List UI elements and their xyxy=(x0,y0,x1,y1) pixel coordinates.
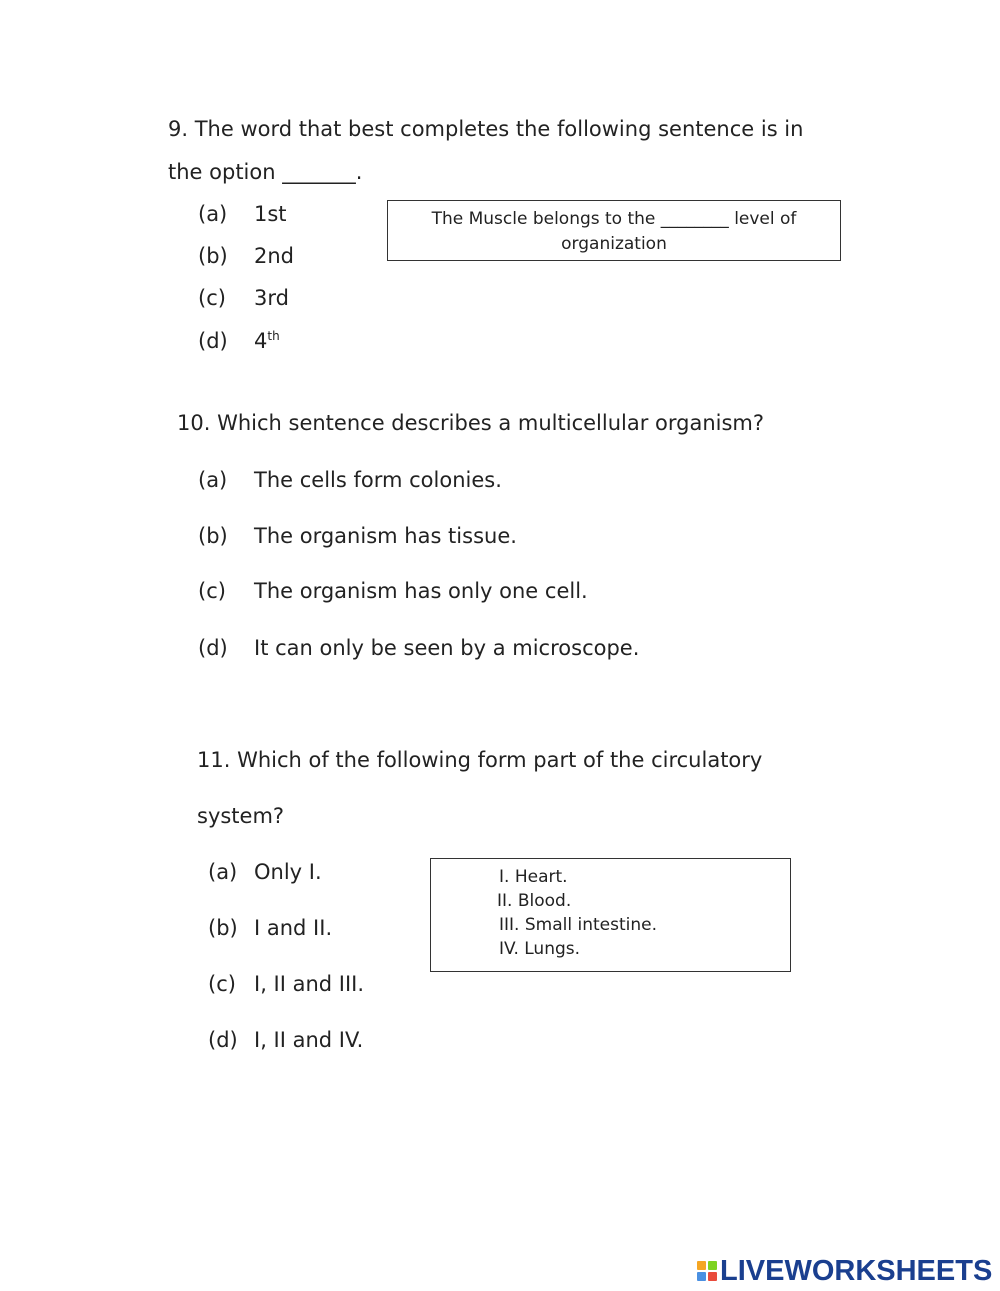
q11-option-c-text: I, II and III. xyxy=(254,972,365,996)
q11-option-b-letter: (b) xyxy=(208,916,238,940)
q9-box-line2: organization xyxy=(561,234,667,254)
liveworksheets-logo xyxy=(697,1256,992,1286)
q11-box-item-3: III. Small intestine. xyxy=(499,915,657,935)
q11-text-line1: 11. Which of the following form part of the circulatory xyxy=(197,748,763,772)
q10-option-b-text: The organism has tissue. xyxy=(254,524,517,548)
q11-list-box xyxy=(430,858,791,972)
q10-option-a-letter: (a) xyxy=(198,468,228,492)
q10-option-c-text: The organism has only one cell. xyxy=(254,579,588,603)
logo-square-1 xyxy=(697,1261,706,1270)
q9-sentence-box xyxy=(387,200,841,261)
q9-text-line1: 9. The word that best completes the following sentence is in xyxy=(168,117,804,141)
liveworksheets-logo-icon xyxy=(697,1261,717,1281)
q10-option-b-letter: (b) xyxy=(198,524,228,548)
q9-option-d xyxy=(254,329,280,353)
q11-option-d-text: I, II and IV. xyxy=(254,1028,364,1052)
logo-square-2 xyxy=(708,1261,717,1270)
q10-text: 10. Which sentence describes a multicellular organism? xyxy=(177,411,765,435)
q11-option-d-letter: (d) xyxy=(208,1028,238,1052)
q10-option-c-letter: (c) xyxy=(198,579,226,603)
q9-text-line2: the option _______. xyxy=(168,160,363,184)
q11-option-a-text: Only I. xyxy=(254,860,322,884)
q11-option-c-letter: (c) xyxy=(208,972,236,996)
q10-option-d-letter: (d) xyxy=(198,636,228,660)
q9-option-a-letter: (a) xyxy=(198,202,228,226)
q11-text-line2: system? xyxy=(197,804,285,828)
liveworksheets-brand-text: LIVEWORKSHEETS xyxy=(720,1254,993,1287)
logo-square-3 xyxy=(697,1272,706,1281)
q9-option-d-letter: (d) xyxy=(198,329,228,353)
q9-box-line1: The Muscle belongs to the ________ level of xyxy=(431,209,797,229)
q9-option-d-sup: th xyxy=(267,329,280,343)
logo-square-4 xyxy=(708,1272,717,1281)
q9-option-b-letter: (b) xyxy=(198,244,228,268)
q9-option-b-text: 2nd xyxy=(254,244,295,268)
q11-box-item-1: I. Heart. xyxy=(499,867,568,887)
q11-box-item-4: IV. Lungs. xyxy=(499,939,581,959)
q11-box-item-2: II. Blood. xyxy=(497,891,572,911)
q10-option-a-text: The cells form colonies. xyxy=(254,468,502,492)
q9-option-c-letter: (c) xyxy=(198,286,226,310)
q11-option-a-letter: (a) xyxy=(208,860,238,884)
q9-option-c-text: 3rd xyxy=(254,286,289,310)
q9-option-d-text: 4 xyxy=(254,329,268,353)
q10-option-d-text: It can only be seen by a microscope. xyxy=(254,636,640,660)
q9-option-a-text: 1st xyxy=(254,202,287,226)
q11-option-b-text: I and II. xyxy=(254,916,333,940)
